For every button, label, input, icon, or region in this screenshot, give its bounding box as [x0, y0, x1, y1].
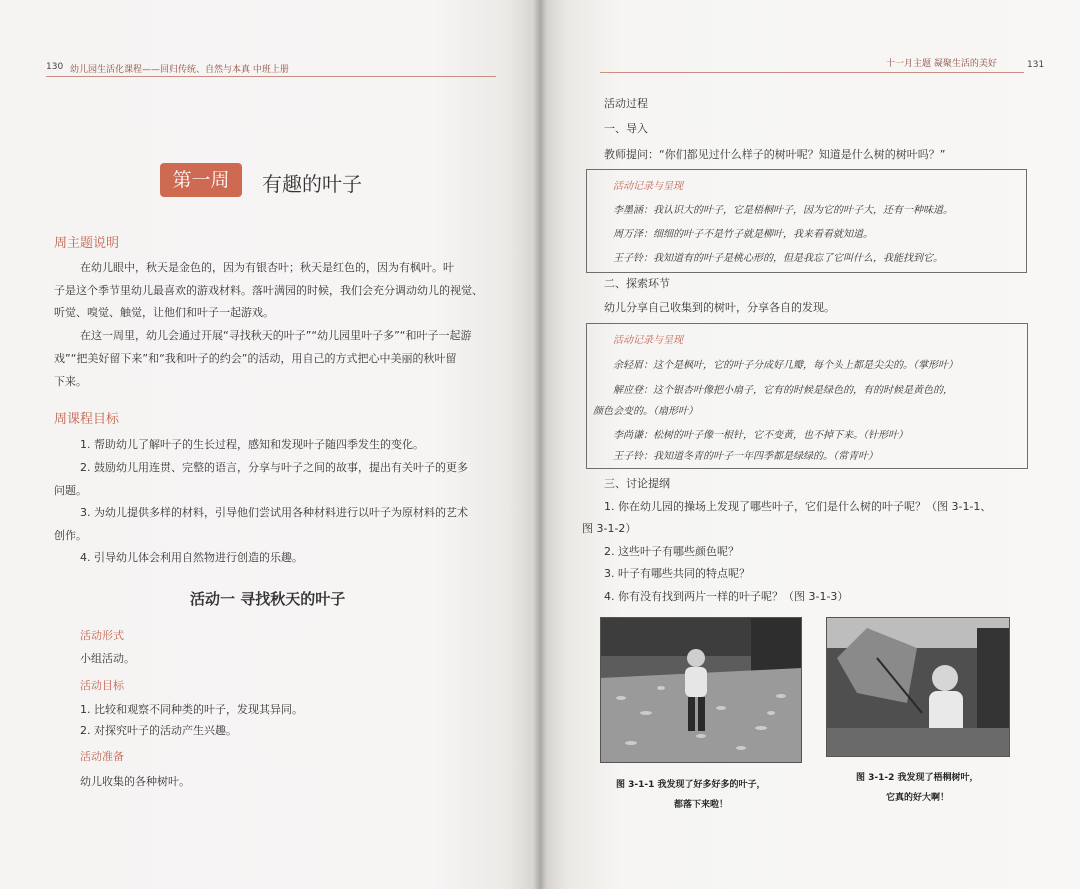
figure-caption: 都落下来啦！: [674, 800, 729, 810]
record-heading: 活动记录与呈现: [613, 181, 683, 192]
record-line: 余轻眉：这个是枫叶，它的叶子分成好几瓣，每个头上都是尖尖的。（掌形叶）: [613, 360, 958, 371]
record-line: 王子铃：我知道冬青的叶子一年四季都是绿绿的。（常青叶）: [613, 451, 878, 462]
theme-line: 下来。: [54, 375, 87, 388]
right-page: [540, 0, 1080, 889]
goal-line: 2. 鼓励幼儿用连贯、完整的语言，分享与叶子之间的故事，提出有关叶子的更多: [80, 461, 468, 474]
goal-line: 3. 为幼儿提供多样的材料，引导他们尝试用各种材料进行以叶子为原材料的艺术: [80, 506, 468, 519]
process-heading: 活动过程: [604, 97, 648, 110]
goal-line: 创作。: [54, 529, 87, 542]
activity-goal-line: 2. 对探究叶子的活动产生兴趣。: [80, 724, 237, 737]
record-line: 解应登：这个银杏叶像把小扇子，它有的时候是绿色的，有的时候是黄色的，: [613, 385, 953, 396]
figure-caption: 图 3-1-2 我发现了梧桐树叶，: [856, 773, 979, 783]
activity-goals-heading: 活动目标: [80, 679, 124, 692]
week-theme-heading: 周主题说明: [54, 236, 120, 251]
theme-line: 在这一周里，幼儿会通过开展“寻找秋天的叶子”“幼儿园里叶子多”“和叶子一起游: [80, 329, 472, 342]
discussion-heading: 三、讨论提纲: [604, 477, 670, 490]
theme-line: 戏”“把美好留下来”和“我和叶子的约会”的活动，用自己的方式把心中美丽的秋叶留: [54, 352, 457, 365]
record-line: 李墨涵：我认识大的叶子，它是梧桐叶子，因为它的叶子大，还有一种味道。: [613, 205, 953, 216]
theme-line: 子是这个季节里幼儿最喜欢的游戏材料。落叶满园的时候，我们会充分调动幼儿的视觉、: [54, 284, 483, 297]
activity-form-text: 小组活动。: [80, 652, 135, 665]
week-title: 有趣的叶子: [262, 172, 362, 196]
week-goals-heading: 周课程目标: [54, 412, 120, 427]
figure-caption: 图 3-1-1 我发现了好多好多的叶子，: [616, 780, 766, 790]
activity-goal-line: 1. 比较和观察不同种类的叶子，发现其异同。: [80, 703, 303, 716]
week-badge: 第一周: [160, 163, 242, 197]
record-box: [586, 169, 1027, 273]
intro-heading: 一、导入: [604, 122, 648, 135]
page-number: 131: [1027, 60, 1045, 70]
running-head: 十一月主题 凝聚生活的美好: [886, 59, 997, 69]
photo-child-with-big-leaf: [826, 617, 1010, 757]
goal-line: 问题。: [54, 484, 87, 497]
header-rule: [600, 72, 1024, 73]
activity-form-heading: 活动形式: [80, 629, 124, 642]
record-line: 李尚谦：松树的叶子像一根针，它不变黄，也不掉下来。（针形叶）: [613, 430, 908, 441]
record-heading: 活动记录与呈现: [613, 335, 683, 346]
photo-illustration: [827, 618, 1009, 756]
discussion-line: 3. 叶子有哪些共同的特点呢？: [604, 567, 750, 580]
record-box: [586, 323, 1028, 469]
book-gutter: [533, 0, 547, 889]
activity-prep-heading: 活动准备: [80, 750, 124, 763]
record-line: 周万泽：细细的叶子不是竹子就是柳叶，我来看看就知道。: [613, 229, 873, 240]
theme-line: 在幼儿眼中，秋天是金色的，因为有银杏叶；秋天是红色的，因为有枫叶。叶: [80, 261, 454, 274]
goal-line: 1. 帮助幼儿了解叶子的生长过程，感知和发现叶子随四季发生的变化。: [80, 438, 424, 451]
record-line: 王子铃：我知道有的叶子是桃心形的，但是我忘了它叫什么，我能找到它。: [613, 253, 943, 264]
activity-prep-text: 幼儿收集的各种树叶。: [80, 775, 190, 788]
photo-child-with-leaves: [600, 617, 802, 763]
explore-heading: 二、探索环节: [604, 277, 670, 290]
discussion-line: 2. 这些叶子有哪些颜色呢？: [604, 545, 739, 558]
photo-illustration: [601, 618, 801, 762]
record-line: 颜色会变的。（扇形叶）: [593, 406, 698, 417]
discussion-line: 图 3-1-2）: [582, 522, 637, 535]
figure-caption: 它真的好大啊！: [886, 793, 950, 803]
discussion-line: 4. 你有没有找到两片一样的叶子呢？（图 3-1-3）: [604, 590, 849, 603]
intro-text: 教师提问：“你们都见过什么样子的树叶呢？知道是什么树的树叶吗？”: [604, 148, 946, 161]
running-head: 幼儿园生活化课程——回归传统、自然与本真 中班上册: [70, 65, 289, 75]
goal-line: 4. 引导幼儿体会利用自然物进行创造的乐趣。: [80, 551, 303, 564]
discussion-line: 1. 你在幼儿园的操场上发现了哪些叶子，它们是什么树的叶子呢？（图 3-1-1、: [604, 500, 992, 513]
header-rule: [46, 76, 496, 77]
explore-text: 幼儿分享自己收集到的树叶，分享各自的发现。: [604, 301, 835, 314]
page-number: 130: [46, 62, 64, 72]
activity-title: 活动一 寻找秋天的叶子: [190, 590, 346, 608]
theme-line: 听觉、嗅觉、触觉，让他们和叶子一起游戏。: [54, 306, 274, 319]
